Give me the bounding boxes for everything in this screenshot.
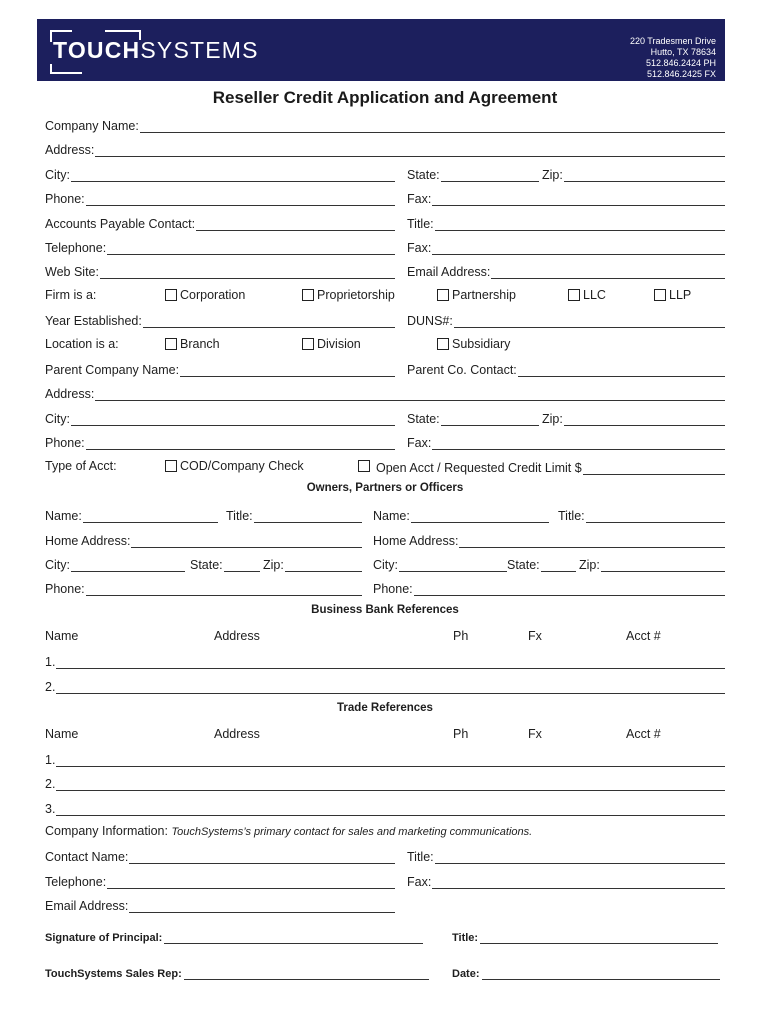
row-owner-home (45, 530, 725, 550)
trade-ref-row (45, 773, 725, 793)
owner2-name-label: Name: (373, 509, 410, 523)
owner1-title-line[interactable] (254, 510, 362, 523)
col-ph-header: Ph (453, 727, 469, 741)
ap-title-label: Title: (407, 217, 434, 231)
owner2-zip-line[interactable] (601, 559, 725, 572)
parent-state-field[interactable] (407, 408, 539, 426)
state-label: State: (407, 168, 440, 182)
parent-state-label: State: (407, 412, 440, 426)
zip-line[interactable] (564, 169, 725, 182)
owner2-name-line[interactable] (411, 510, 549, 523)
fax-label: Fax: (407, 192, 432, 206)
trade-ref-3-field[interactable] (45, 798, 725, 816)
trade-ref-header-row (45, 725, 725, 745)
telephone-field[interactable] (45, 237, 395, 255)
firm-llp-checkbox[interactable] (654, 288, 691, 302)
trade-ref-row (45, 749, 725, 769)
row-year (45, 310, 725, 330)
logo-bracket-bottom (50, 64, 82, 74)
checkbox-label: COD/Company Check (180, 459, 304, 473)
checkbox-label: Proprietorship (317, 288, 395, 302)
bank-ref-header-row (45, 627, 725, 647)
city-label: City: (45, 168, 70, 182)
row-city (45, 164, 725, 184)
owner1-name-field[interactable] (45, 505, 218, 523)
owner2-city-field[interactable] (373, 554, 507, 572)
checkbox-box[interactable] (165, 338, 177, 350)
row-number: 2. (45, 777, 56, 791)
row-contact-email (45, 895, 725, 915)
owner2-home-field[interactable] (373, 530, 725, 548)
owner1-state-field[interactable] (190, 554, 260, 572)
owner2-city-line[interactable] (399, 559, 507, 572)
firm-llc-checkbox[interactable] (568, 288, 606, 302)
parent-zip-line[interactable] (564, 413, 725, 426)
ap-title-field[interactable] (407, 213, 725, 231)
row-telephone (45, 237, 725, 257)
sales-rep-field[interactable] (45, 964, 429, 980)
trade-ref-row (45, 798, 725, 818)
company-info-note: TouchSystems’s primary contact for sales and marketing communications. (171, 826, 533, 838)
firm-corporation-checkbox[interactable] (165, 288, 245, 302)
owner1-zip-field[interactable] (263, 554, 362, 572)
acct-open-checkbox[interactable] (358, 457, 725, 475)
sales-rep-label: TouchSystems Sales Rep: (45, 968, 182, 980)
location-is-a-label: Location is a: (45, 337, 119, 351)
row-address-2 (45, 383, 725, 403)
owner1-city-label: City: (45, 558, 70, 572)
contact-title-field[interactable] (407, 846, 725, 864)
firm-proprietorship-checkbox[interactable] (302, 288, 395, 302)
signature-principal-line[interactable] (164, 933, 423, 944)
row-ap-contact (45, 213, 725, 233)
ap-contact-label: Accounts Payable Contact: (45, 217, 196, 231)
owners-section-heading: Owners, Partners or Officers (306, 482, 464, 494)
address-line: 220 Tradesmen Drive (629, 36, 716, 46)
bank-ref-row (45, 676, 725, 696)
row-phone-2 (45, 432, 725, 452)
firm-is-a-label: Firm is a: (45, 288, 97, 302)
signature-principal-label: Signature of Principal: (45, 932, 163, 944)
owner2-home-line[interactable] (459, 535, 725, 548)
bank-ref-row (45, 651, 725, 671)
logo-text-bold: TOUCH (53, 37, 141, 63)
fax2-line[interactable] (432, 242, 725, 255)
owner2-state-line[interactable] (541, 559, 576, 572)
phone-line[interactable] (86, 193, 395, 206)
parent-state-line[interactable] (441, 413, 539, 426)
phone-field[interactable] (45, 188, 395, 206)
fax2-field[interactable] (407, 237, 725, 255)
parent-phone-field[interactable] (45, 432, 395, 450)
signature-title-field[interactable] (452, 928, 718, 944)
contact-fax-field[interactable] (407, 871, 725, 889)
contact-fax-label: Fax: (407, 875, 432, 889)
row-contact-telephone (45, 871, 725, 891)
owner2-state-label: State: (507, 558, 540, 572)
row-number: 1. (45, 753, 56, 767)
row-account-type (45, 457, 725, 477)
web-site-field[interactable] (45, 261, 395, 279)
parent-company-field[interactable] (45, 359, 395, 377)
owner1-state-line[interactable] (224, 559, 260, 572)
address-line: Hutto, TX 78634 (650, 47, 716, 57)
checkbox-box[interactable] (568, 289, 580, 301)
address-line: 512.846.2424 PH (645, 58, 716, 68)
checkbox-box[interactable] (654, 289, 666, 301)
owner1-phone-label: Phone: (45, 582, 85, 596)
sales-rep-line[interactable] (184, 969, 429, 980)
owner2-phone-field[interactable] (373, 578, 725, 596)
parent-phone-line[interactable] (86, 437, 395, 450)
col-address-header: Address (214, 629, 260, 643)
owner1-title-label: Title: (226, 509, 253, 523)
address-label: Address: (45, 143, 95, 157)
owner1-phone-line[interactable] (86, 583, 362, 596)
date-field[interactable] (452, 964, 720, 980)
row-web (45, 261, 725, 281)
contact-telephone-line[interactable] (107, 876, 395, 889)
contact-email-label: Email Address: (45, 899, 129, 913)
fax-line[interactable] (432, 193, 725, 206)
row-firm-type (45, 286, 725, 306)
checkbox-label: Partnership (452, 288, 516, 302)
parent-city-label: City: (45, 412, 70, 426)
col-acct-header: Acct # (626, 629, 661, 643)
owner2-zip-label: Zip: (579, 558, 600, 572)
ap-contact-field[interactable] (45, 213, 395, 231)
owner1-city-field[interactable] (45, 554, 185, 572)
checkbox-box[interactable] (165, 460, 177, 472)
col-address-header: Address (214, 727, 260, 741)
firm-partnership-checkbox[interactable] (437, 288, 516, 302)
acct-cod-checkbox[interactable] (165, 459, 304, 473)
type-of-acct-label: Type of Acct: (45, 459, 117, 473)
form-title: Reseller Credit Application and Agreement (212, 88, 558, 107)
row-owner-phone (45, 578, 725, 598)
checkbox-label: Open Acct / Requested Credit Limit $ (376, 461, 582, 475)
state-field[interactable] (407, 164, 539, 182)
bank-ref-1-field[interactable] (45, 651, 725, 669)
parent-zip-label: Zip: (542, 412, 563, 426)
checkbox-box[interactable] (302, 338, 314, 350)
company-name-field[interactable] (45, 115, 725, 133)
owner2-title-line[interactable] (586, 510, 725, 523)
parent-city-field[interactable] (45, 408, 395, 426)
year-established-field[interactable] (45, 310, 395, 328)
checkbox-label: Division (317, 337, 361, 351)
contact-name-field[interactable] (45, 846, 395, 864)
owner2-zip-field[interactable] (579, 554, 725, 572)
ap-contact-line[interactable] (196, 218, 395, 231)
parent-fax-label: Fax: (407, 436, 432, 450)
company-info-heading: Company Information: (45, 824, 168, 838)
web-site-label: Web Site: (45, 265, 99, 279)
parent-address-line[interactable] (95, 388, 725, 401)
owner1-home-field[interactable] (45, 530, 362, 548)
checkbox-label: Subsidiary (452, 337, 511, 351)
checkbox-box[interactable] (437, 289, 449, 301)
date-line[interactable] (482, 969, 720, 980)
telephone-line[interactable] (107, 242, 395, 255)
owner1-zip-label: Zip: (263, 558, 284, 572)
owner1-home-label: Home Address: (45, 534, 131, 548)
parent-zip-field[interactable] (542, 408, 725, 426)
col-name-header: Name (45, 727, 79, 741)
parent-contact-field[interactable] (407, 359, 725, 377)
col-ph-header: Ph (453, 629, 469, 643)
zip-field[interactable] (542, 164, 725, 182)
address-line: 512.846.2425 FX (646, 69, 716, 79)
owner1-phone-field[interactable] (45, 578, 362, 596)
owner1-state-label: State: (190, 558, 223, 572)
row-phone (45, 188, 725, 208)
owner2-title-field[interactable] (558, 505, 725, 523)
email-field[interactable] (407, 261, 725, 279)
bank-ref-1-line[interactable] (56, 656, 725, 669)
row-location-type (45, 335, 725, 355)
duns-field[interactable] (407, 310, 725, 328)
owner1-home-line[interactable] (131, 535, 362, 548)
web-site-line[interactable] (100, 266, 395, 279)
owner1-name-label: Name: (45, 509, 82, 523)
credit-limit-line[interactable] (583, 462, 725, 475)
zip-label: Zip: (542, 168, 563, 182)
col-acct-header: Acct # (626, 727, 661, 741)
company-info-label (45, 824, 532, 838)
trade-ref-1-field[interactable] (45, 749, 725, 767)
checkbox-box[interactable] (437, 338, 449, 350)
bank-section-heading: Business Bank References (311, 604, 459, 616)
checkbox-box[interactable] (302, 289, 314, 301)
checkbox-label: Corporation (180, 288, 246, 302)
trade-ref-3-line[interactable] (56, 803, 725, 816)
company-name-label: Company Name: (45, 119, 139, 133)
checkbox-label: Branch (180, 337, 220, 351)
year-established-line[interactable] (143, 315, 395, 328)
checkbox-box[interactable] (358, 460, 370, 472)
trade-ref-1-line[interactable] (56, 754, 725, 767)
parent-phone-label: Phone: (45, 436, 85, 450)
year-established-label: Year Established: (45, 314, 142, 328)
col-fx-header: Fx (528, 629, 542, 643)
signature-title-line[interactable] (480, 933, 718, 944)
trade-ref-2-line[interactable] (56, 778, 725, 791)
city-field[interactable] (45, 164, 395, 182)
contact-title-label: Title: (407, 850, 434, 864)
duns-label: DUNS#: (407, 314, 453, 328)
location-division-checkbox[interactable] (302, 337, 361, 351)
telephone-label: Telephone: (45, 241, 107, 255)
row-number: 1. (45, 655, 56, 669)
row-city-2 (45, 408, 725, 428)
owner1-title-field[interactable] (226, 505, 362, 523)
col-fx-header: Fx (528, 727, 542, 741)
row-number: 2. (45, 680, 56, 694)
contact-email-line[interactable] (129, 900, 395, 913)
location-branch-checkbox[interactable] (165, 337, 220, 351)
email-line[interactable] (491, 266, 725, 279)
owner2-name-field[interactable] (373, 505, 549, 523)
parent-address-label: Address: (45, 387, 95, 401)
owner2-home-label: Home Address: (373, 534, 459, 548)
parent-city-line[interactable] (71, 413, 395, 426)
owner2-phone-line[interactable] (414, 583, 725, 596)
bank-ref-2-field[interactable] (45, 676, 725, 694)
parent-contact-line[interactable] (518, 364, 725, 377)
parent-contact-label: Parent Co. Contact: (407, 363, 517, 377)
contact-name-label: Contact Name: (45, 850, 129, 864)
parent-fax-field[interactable] (407, 432, 725, 450)
ap-title-line[interactable] (435, 218, 725, 231)
contact-telephone-field[interactable] (45, 871, 395, 889)
logo-text (53, 37, 259, 64)
owner2-phone-label: Phone: (373, 582, 413, 596)
owner1-name-line[interactable] (83, 510, 218, 523)
duns-line[interactable] (454, 315, 725, 328)
signature-principal-field[interactable] (45, 928, 423, 944)
row-owner-name (45, 505, 725, 525)
owner2-city-label: City: (373, 558, 398, 572)
row-company-name (45, 115, 725, 135)
logo-text-rest: SYSTEMS (140, 37, 259, 63)
company-address-block (630, 36, 716, 80)
bank-ref-2-line[interactable] (56, 681, 725, 694)
owner2-state-field[interactable] (507, 554, 576, 572)
checkbox-label: LLP (669, 288, 692, 302)
owner1-city-line[interactable] (71, 559, 185, 572)
contact-telephone-label: Telephone: (45, 875, 107, 889)
address-field[interactable] (45, 139, 725, 157)
contact-fax-line[interactable] (432, 876, 725, 889)
owner1-zip-line[interactable] (285, 559, 362, 572)
row-address (45, 139, 725, 159)
contact-title-line[interactable] (435, 851, 725, 864)
signature-title-label: Title: (452, 932, 479, 944)
phone-label: Phone: (45, 192, 85, 206)
fax2-label: Fax: (407, 241, 432, 255)
fax-field[interactable] (407, 188, 725, 206)
row-owner-city (45, 554, 725, 574)
row-company-info (45, 822, 725, 842)
parent-fax-line[interactable] (432, 437, 725, 450)
checkbox-label: LLC (583, 288, 606, 302)
city-line[interactable] (71, 169, 395, 182)
row-contact-name (45, 846, 725, 866)
checkbox-box[interactable] (165, 289, 177, 301)
owner2-title-label: Title: (558, 509, 585, 523)
row-parent (45, 359, 725, 379)
parent-company-line[interactable] (180, 364, 395, 377)
location-subsidiary-checkbox[interactable] (437, 337, 510, 351)
row-number: 3. (45, 802, 56, 816)
trade-ref-2-field[interactable] (45, 773, 725, 791)
col-name-header: Name (45, 629, 79, 643)
email-label: Email Address: (407, 265, 491, 279)
company-name-line[interactable] (140, 120, 725, 133)
touchsystems-logo (50, 30, 290, 76)
contact-email-field[interactable] (45, 895, 395, 913)
trade-section-heading: Trade References (337, 702, 433, 714)
address-line-input[interactable] (95, 144, 725, 157)
parent-company-label: Parent Company Name: (45, 363, 180, 377)
date-label: Date: (452, 968, 480, 980)
state-line[interactable] (441, 169, 539, 182)
parent-address-field[interactable] (45, 383, 725, 401)
contact-name-line[interactable] (129, 851, 395, 864)
